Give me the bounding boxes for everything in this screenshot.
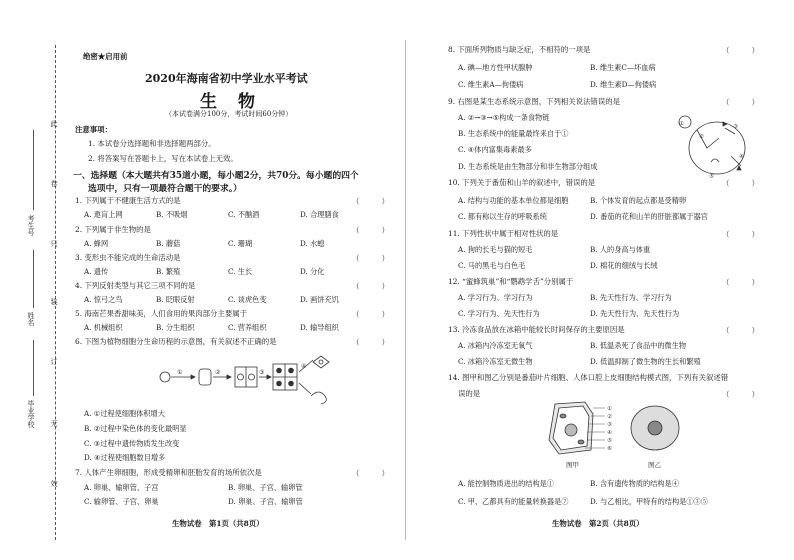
option: C. 马的黑毛与白色毛 <box>458 261 526 270</box>
answer-bracket: （ ） <box>722 230 759 239</box>
fill-line <box>33 340 34 396</box>
option: B. 蘑菇 <box>156 239 181 248</box>
option: C. 珊瑚 <box>228 239 253 248</box>
option: D. 合理膳食 <box>300 210 339 219</box>
fill-line <box>33 250 34 308</box>
svg-text:①: ① <box>607 406 612 412</box>
answer-bracket: （ ） <box>352 254 389 263</box>
option: D. 画饼充饥 <box>300 295 339 304</box>
answer-bracket: （ ） <box>352 226 389 235</box>
option: C. 营养组织 <box>228 323 267 332</box>
option: C. 都有称以生存的呼吸系统 <box>458 212 547 221</box>
answer-bracket: （ ） <box>352 338 389 347</box>
option: B. 低温杀死了食品中的微生物 <box>590 341 687 350</box>
answer-bracket: （ ） <box>722 46 759 55</box>
option: B. 人的身高与体重 <box>590 245 651 254</box>
option: D. 水螅 <box>300 239 325 248</box>
question-stem: 8. 下面所列物质与缺乏症，不相符的一项是 <box>448 45 591 54</box>
figure-label: 图乙 <box>648 461 661 469</box>
page-footer: 生物试卷 第1页（共8页） <box>172 519 264 528</box>
question-stem: 4. 下列反射类型与其它三项不同的是 <box>75 281 196 290</box>
option: A. 学习行为、学习行为 <box>458 293 533 302</box>
option: A. ②→③→⑤构成一条食物链 <box>458 113 550 122</box>
confidential-mark: 绝密★启用前 <box>83 52 128 61</box>
option: C. 生长 <box>228 267 253 276</box>
notes-heading: 注意事项： <box>75 125 112 134</box>
question-stem: 12. “蜜蜂筑巢”和“鹦鹉学舌”分别属于 <box>448 277 574 286</box>
option: D. 先天性行为、先天性行为 <box>590 309 680 318</box>
svg-text:④: ④ <box>739 154 744 160</box>
page-footer: 生物试卷 第2页（共8页） <box>552 519 644 528</box>
option: C. ④体内富集毒素最多 <box>458 145 532 154</box>
svg-text:③: ③ <box>733 124 738 130</box>
seal-char: 订 <box>50 358 58 365</box>
option: A. 遨肓上网 <box>84 210 123 219</box>
option: B. 维生素C—坏血病 <box>590 63 656 72</box>
option: A. ①过程使细胞体积增大 <box>84 409 165 418</box>
option: A. 惊弓之鸟 <box>84 295 123 304</box>
option: D. 输导组织 <box>300 323 339 332</box>
name-label: 姓名 <box>27 312 35 326</box>
question-stem: 5. 海南芒果香甜味美，人们食用的果肉部分主要属于 <box>75 309 247 318</box>
answer-bracket: （ ） <box>722 390 759 399</box>
option: C. 冰箱冷冻室无微生物 <box>458 357 533 366</box>
svg-text:⑤: ⑤ <box>607 438 612 444</box>
question-stem: 13. 冷冻食品放在冰箱中能较长时间保存的主要原因是 <box>448 325 625 334</box>
option: B. 卵巢、子宫、输卵管 <box>228 483 303 492</box>
option: D. 棉花的细绒与长绒 <box>590 261 658 270</box>
seal-char: 无 <box>50 420 58 427</box>
option: C. 谈虎色变 <box>228 295 267 304</box>
svg-text:②: ② <box>607 414 612 420</box>
option: D. 生态系统是由生物部分和非生物部分组成 <box>458 162 598 171</box>
question-stem: 1. 下列属于不健康生活方式的是 <box>75 196 181 205</box>
section-heading: 一、选择题（本大题共有35道小题，每小题2分，共70分。每小题的四个 <box>73 171 359 181</box>
option: B. 生态系统中的能量最终来自于① <box>458 129 569 138</box>
option: A. 碘—地方性甲状腺肿 <box>458 63 533 72</box>
ecosystem-diagram <box>675 108 755 186</box>
answer-bracket: （ ） <box>352 310 389 319</box>
option: C. 学习行为、先天性行为 <box>458 309 540 318</box>
option: A. 遗传 <box>84 267 109 276</box>
answer-bracket: （ ） <box>722 278 759 287</box>
svg-text:①: ① <box>177 369 183 376</box>
question-stem: 11. 下列性状中属于相对性状的是 <box>448 229 559 238</box>
option: A. 卵巢、输卵管、子宫 <box>84 483 159 492</box>
svg-text:②: ② <box>215 369 221 376</box>
subject-title: 生 物 <box>200 92 257 112</box>
note-item: 2. 将答案写在答题卡上，写在本试卷上无效。 <box>88 154 238 163</box>
question-stem: 3. 变形虫不能完成的生命活动是 <box>75 253 181 262</box>
option: A. 能控制物质进出的结构是① <box>458 479 555 488</box>
option: A. 机械组织 <box>84 323 123 332</box>
section-heading-cont: 选项中，只有一项最符合题干的要求。） <box>88 184 242 194</box>
option: A. 蜂网 <box>84 239 109 248</box>
answer-bracket: （ ） <box>352 469 389 478</box>
option: A. 冰箱内冷冻室无氧气 <box>458 341 533 350</box>
option: B. 分生组织 <box>156 323 195 332</box>
option: B. 不吸烟 <box>156 210 188 219</box>
svg-text:③: ③ <box>259 369 265 376</box>
option: D. ④过程使细胞数目增多 <box>84 453 166 462</box>
option: C. 维生素A—佝偻病 <box>458 80 524 89</box>
option: A. 狗的长毛与猫的短毛 <box>458 245 533 254</box>
answer-bracket: （ ） <box>722 98 759 107</box>
svg-text:③: ③ <box>607 422 612 428</box>
question-stem: 7. 人体产生卵细胞，形成受精卵和胚胎发育的场所依次是 <box>75 468 262 477</box>
option: C. ③过程中遗传物质发生改变 <box>84 439 180 448</box>
svg-text:④: ④ <box>607 430 612 436</box>
question-stem: 9. 右图是某生态系统示意图，下列相关说法错误的是 <box>448 97 620 106</box>
option: B. 眨眼反射 <box>156 295 195 304</box>
svg-text:④: ④ <box>301 363 307 370</box>
svg-text:⑤: ⑤ <box>709 174 714 180</box>
seal-char: 此 <box>50 120 58 127</box>
question-stem: 2. 下列属于非生物的是 <box>75 225 151 234</box>
option: C. 不酗酒 <box>228 210 260 219</box>
note-item: 1. 本试卷分选择题和非选择题两部分。 <box>88 139 216 148</box>
option: D. 分化 <box>300 267 325 276</box>
figure-label: 图甲 <box>566 461 579 469</box>
svg-text:①: ① <box>679 121 684 127</box>
question-stem: 10. 下列关于番茄和山羊的叙述中，错误的是 <box>448 178 596 187</box>
option: C. 甲、乙都具有的能量转换器是⑦ <box>458 497 569 506</box>
cell-division-diagram <box>155 350 335 405</box>
option: D. 与乙相比，甲特有的结构是①③⑤ <box>590 497 708 506</box>
option: A. 结构与功能的基本单位都是细胞 <box>458 196 569 205</box>
answer-bracket: （ ） <box>722 326 759 335</box>
option: B. 先天性行为、学习行为 <box>590 293 672 302</box>
answer-bracket: （ ） <box>352 197 389 206</box>
exam-title: 2020年海南省初中学业水平考试 <box>145 72 308 85</box>
option: D. 维生素D—佝偻病 <box>590 80 657 89</box>
question-stem-cont: 误的是 <box>458 389 481 398</box>
svg-text:⑥: ⑥ <box>607 446 612 452</box>
question-stem: 6. 下图为植物细胞分生命历程的示意图，有关叙述不正确的是 <box>75 337 277 346</box>
option: B. 繁殖 <box>156 267 181 276</box>
option: D. 番茄的花和山羊的肝脏都属于器官 <box>590 212 708 221</box>
fill-line <box>33 130 34 210</box>
option: B. 个体发育的起点都是受精卵 <box>590 196 687 205</box>
cell-structure-diagram <box>545 400 695 458</box>
seal-char: 只 <box>50 240 58 247</box>
option: D. 低温抑制了微生物的生长和繁殖 <box>590 357 701 366</box>
option: B. 含有遗传物质的结构是④ <box>590 479 679 488</box>
exam-number-label: 考生号 <box>27 215 35 236</box>
svg-text:②: ② <box>699 134 704 140</box>
exam-meta: （本试卷满分100分，考试时间60分钟） <box>165 110 293 118</box>
option: D. 卵巢、子宫、输卵管 <box>228 497 303 506</box>
seal-char: 装 <box>50 298 58 305</box>
answer-bracket: （ ） <box>352 282 389 291</box>
question-stem: 14. 图甲和图乙分别是番茄叶片细胞、人体口腔上皮细胞结构模式图，下列有关叙述错 <box>448 373 729 382</box>
option: C. 输卵管、子宫、卵巢 <box>84 497 159 506</box>
page-divider <box>405 40 406 540</box>
option: B. ②过程中染色体的变化最明显 <box>84 424 187 433</box>
seal-char: 效 <box>50 480 58 487</box>
answer-bracket: （ ） <box>722 179 759 188</box>
seal-char: 卷 <box>50 180 58 187</box>
school-label: 毕业学校 <box>27 400 35 428</box>
